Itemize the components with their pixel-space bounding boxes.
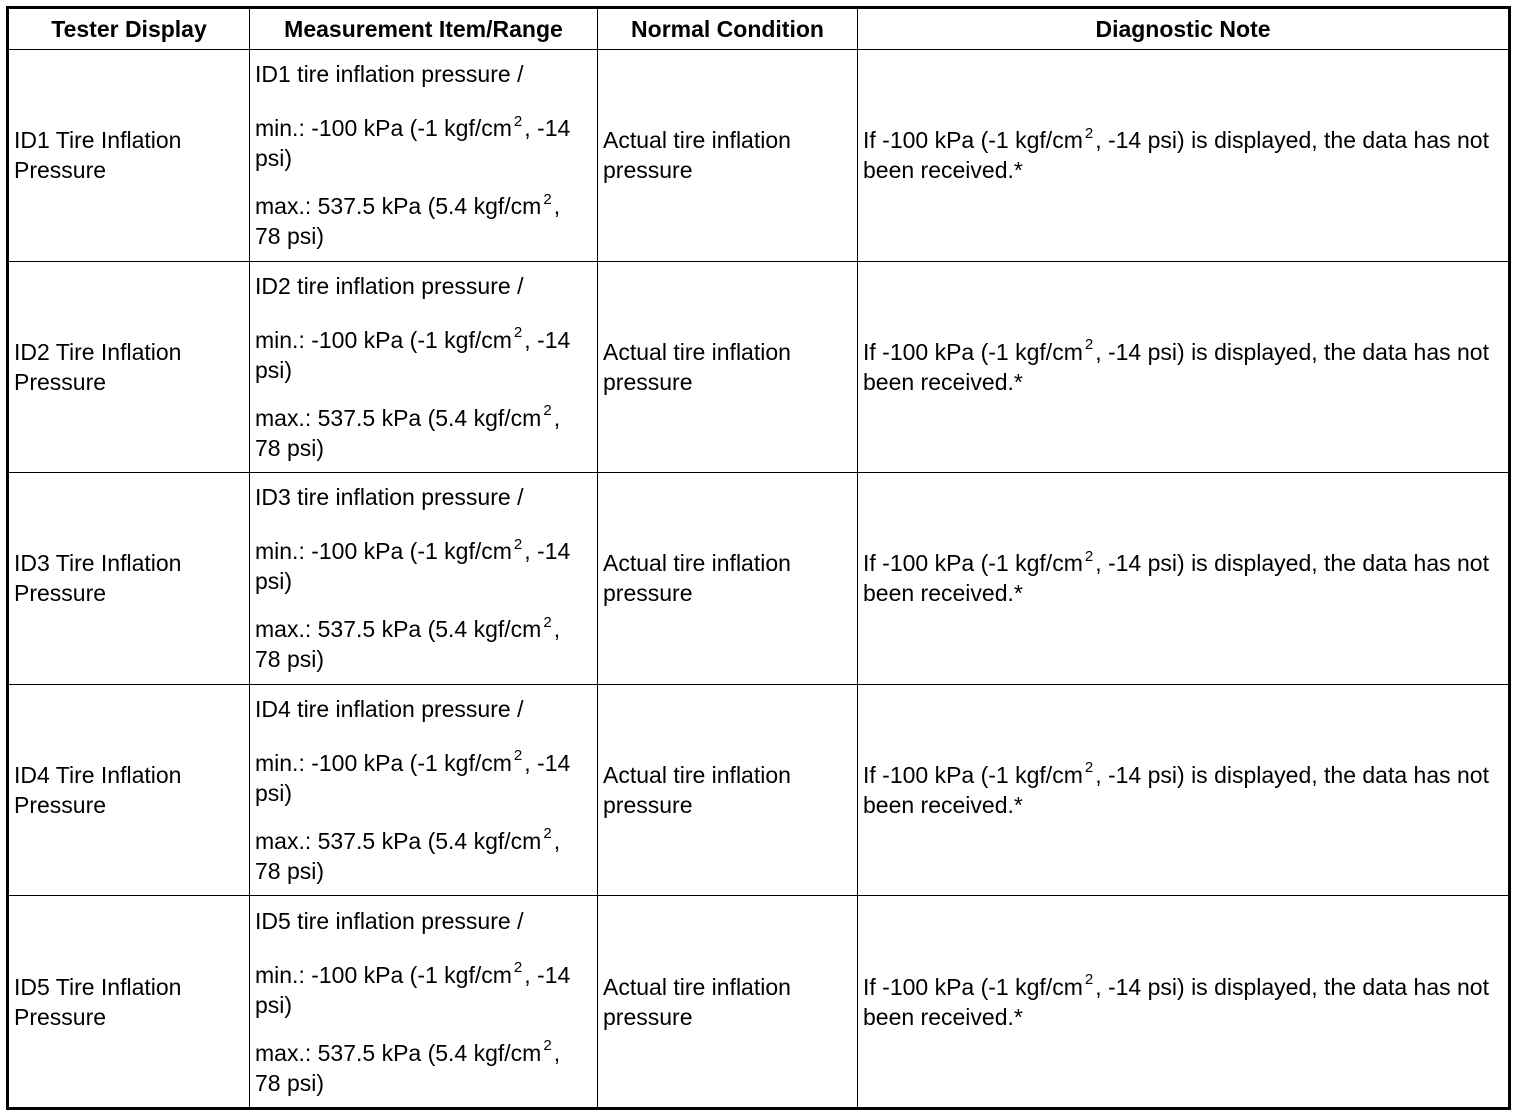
normal-condition-cell: Actual tire inflation pressure [598, 50, 858, 262]
normal-condition-cell: Actual tire inflation pressure [598, 896, 858, 1109]
tester-display-cell: ID4 Tire Inflation Pressure [8, 684, 250, 896]
measurement-range-cell [250, 684, 598, 896]
tester-display-cell: ID5 Tire Inflation Pressure [8, 896, 250, 1109]
max-range: max.: 537.5 kPa (5.4 kgf/cm $^2$, 78 psi) [255, 402, 561, 461]
measurement-item: ID5 tire inflation pressure / [255, 907, 524, 934]
min-range: min.: -100 kPa (-1 kgf/cm $^2$, -14 psi) [255, 747, 571, 807]
diagnostic-note-cell: If -100 kPa (-1 kgf/cm $^2$, -14 psi) is displayed, the data has not been received.* [858, 261, 1510, 473]
table-row [8, 261, 1510, 473]
min-range: min.: -100 kPa (-1 kgf/cm $^2$, -14 psi) [255, 535, 571, 595]
header-tester-display: Tester Display [8, 8, 250, 50]
measurement-item: ID1 tire inflation pressure / [255, 61, 524, 88]
max-range: max.: 537.5 kPa (5.4 kgf/cm $^2$, 78 psi) [255, 825, 561, 885]
table-row [8, 684, 1510, 896]
measurement-range-cell [250, 50, 598, 262]
min-range: min.: -100 kPa (-1 kgf/cm $^2$, -14 psi) [255, 959, 571, 1018]
measurement-range-cell [250, 261, 598, 473]
measurement-item: ID4 tire inflation pressure / [255, 696, 524, 723]
header-diagnostic-note: Diagnostic Note [858, 8, 1510, 50]
normal-condition-cell: Actual tire inflation pressure [598, 261, 858, 473]
table-row [8, 896, 1510, 1109]
diagnostic-note-cell: If -100 kPa (-1 kgf/cm $^2$, -14 psi) is displayed, the data has not been received.* [858, 684, 1510, 896]
header-normal-condition: Normal Condition [598, 8, 858, 50]
measurement-item: ID3 tire inflation pressure / [255, 484, 524, 511]
normal-condition-cell: Actual tire inflation pressure [598, 473, 858, 685]
diagnostic-note-cell: If -100 kPa (-1 kgf/cm $^2$, -14 psi) is displayed, the data has not been received.* [858, 50, 1510, 262]
tester-display-cell: ID1 Tire Inflation Pressure [8, 50, 250, 262]
data-list-table [6, 6, 1511, 1110]
min-range: min.: -100 kPa (-1 kgf/cm $^2$, -14 psi) [255, 112, 571, 172]
measurement-range-cell [250, 473, 598, 685]
normal-condition-cell: Actual tire inflation pressure [598, 684, 858, 896]
tester-display-cell: ID2 Tire Inflation Pressure [8, 261, 250, 473]
header-measurement-item: Measurement Item/Range [250, 8, 598, 50]
max-range: max.: 537.5 kPa (5.4 kgf/cm $^2$, 78 psi) [255, 1037, 561, 1096]
max-range: max.: 537.5 kPa (5.4 kgf/cm $^2$, 78 psi) [255, 190, 561, 250]
tester-display-cell: ID3 Tire Inflation Pressure [8, 473, 250, 685]
table-row [8, 50, 1510, 262]
table-row [8, 473, 1510, 685]
min-range: min.: -100 kPa (-1 kgf/cm $^2$, -14 psi) [255, 324, 571, 383]
measurement-item: ID2 tire inflation pressure / [255, 272, 524, 299]
max-range: max.: 537.5 kPa (5.4 kgf/cm $^2$, 78 psi) [255, 613, 561, 673]
diagnostic-note-cell: If -100 kPa (-1 kgf/cm $^2$, -14 psi) is displayed, the data has not been received.* [858, 896, 1510, 1109]
header-row [8, 8, 1510, 50]
diagnostic-note-cell: If -100 kPa (-1 kgf/cm $^2$, -14 psi) is displayed, the data has not been received.* [858, 473, 1510, 685]
measurement-range-cell [250, 896, 598, 1109]
